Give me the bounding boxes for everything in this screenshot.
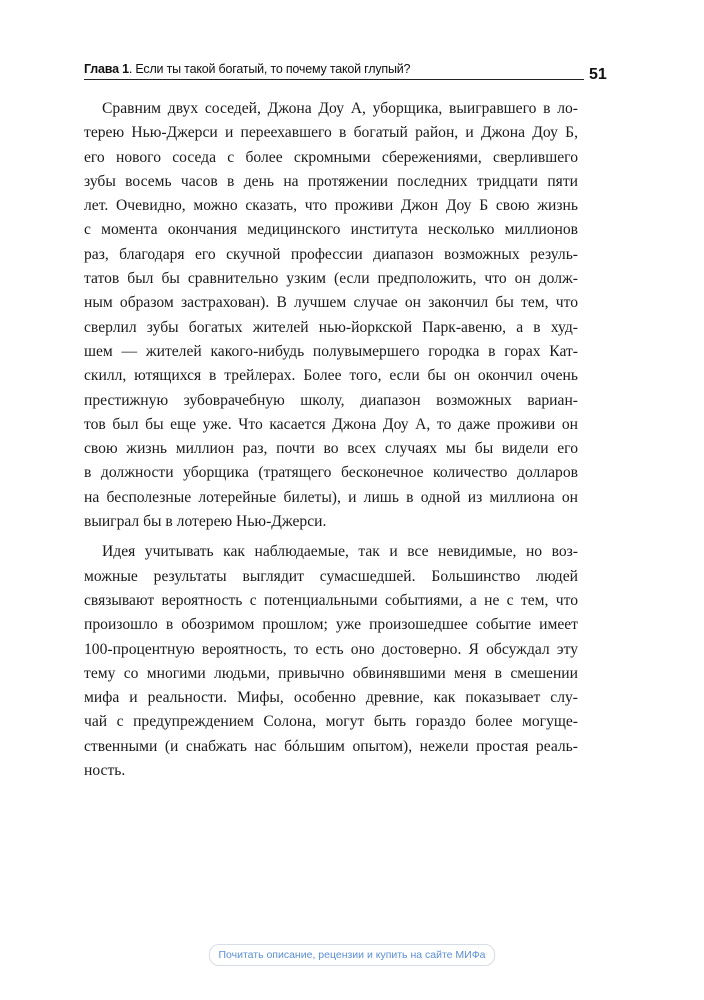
text-line: произошло в обозримом прошлом; уже произошедшее событие имеет — [84, 616, 578, 634]
text-line: тему со многими людьми, привычно обвинявшими меня в смешении — [84, 664, 578, 682]
text-line: мифа и реальности. Мифы, особенно древние, как показывает слу- — [84, 689, 578, 707]
text-line: ным образом застрахован). В лучшем случае он закончил бы тем, что — [84, 294, 578, 312]
text-line: на бесполезные лотерейные билеты), и лишь в одной из миллиона он — [84, 488, 578, 506]
paragraph — [84, 540, 578, 783]
running-header — [84, 60, 614, 83]
text-line: терею Нью-Джерси и переехавшего в богатый район, и Джона Доу Б, — [84, 124, 578, 142]
text-line: можные результаты выглядит сумасшедшей. Большинство людей — [84, 567, 578, 585]
text-line: ственными (и снабжать нас бóльшим опытом), нежели простая реаль- — [84, 737, 578, 755]
text-line: с момента окончания медицинского института несколько миллионов — [84, 221, 578, 239]
text-line: Сравним двух соседей, Джона Доу А, уборщика, выигравшего в ло- — [102, 100, 578, 117]
text-line: выиграл бы в лотерею Нью-Джерси. — [84, 513, 327, 531]
chapter-title: . Если ты такой богатый, то почему такой глупый? — [128, 62, 411, 76]
text-line: тов был бы еще уже. Что касается Джона Доу А, то даже проживи он — [84, 415, 578, 433]
text-line: Идея учитывать как наблюдаемые, так и все невидимые, но воз- — [102, 543, 578, 561]
body-text — [84, 97, 578, 783]
text-line: лет. Очевидно, можно сказать, что проживи Джон Доу Б свою жизнь — [84, 197, 578, 215]
text-line: престижную зубоврачебную школу, диапазон возможных вариан- — [84, 391, 578, 409]
text-line: свою жизнь миллион раз, почти во всех случаях мы бы видели его — [84, 440, 578, 458]
page-number: 51 — [589, 66, 607, 83]
text-line: ность. — [84, 762, 126, 780]
text-line: его нового соседа с более скромными сбережениями, сверлившего — [84, 148, 578, 166]
running-header-title — [84, 62, 410, 76]
text-line: скилл, ютящихся в трейлерах. Более того, если бы он окончил очень — [84, 367, 578, 385]
text-line: шем — жителей какого-нибудь полувымершего городка в горах Кат- — [84, 342, 578, 360]
text-line: сверлил зубы богатых жителей нью-йоркской Парк-авеню, а в худ- — [84, 318, 578, 336]
buy-link[interactable]: Почитать описание, рецензии и купить на сайте МИФа — [209, 944, 495, 966]
text-line: 100-процентную вероятность, то есть оно достоверно. Я обсуждал эту — [84, 640, 578, 658]
text-line: чай с предупреждением Солона, могут быть гораздо более могуще- — [84, 713, 578, 731]
header-rule — [84, 79, 584, 80]
text-line: татов был бы сравнительно узким (если предположить, что он долж- — [84, 270, 578, 288]
paragraph — [84, 97, 578, 534]
text-line: зубы восемь часов в день на протяжении последних тридцати пяти — [84, 172, 578, 190]
text-line: в должности уборщика (тратящего бесконечное количество долларов — [84, 464, 578, 482]
text-line: связывают вероятность с потенциальными событиями, а не с тем, что — [84, 591, 578, 609]
chapter-label: Глава 1 — [84, 62, 129, 76]
text-line: раз, благодаря его скучной профессии диапазон возможных резуль- — [84, 245, 578, 263]
